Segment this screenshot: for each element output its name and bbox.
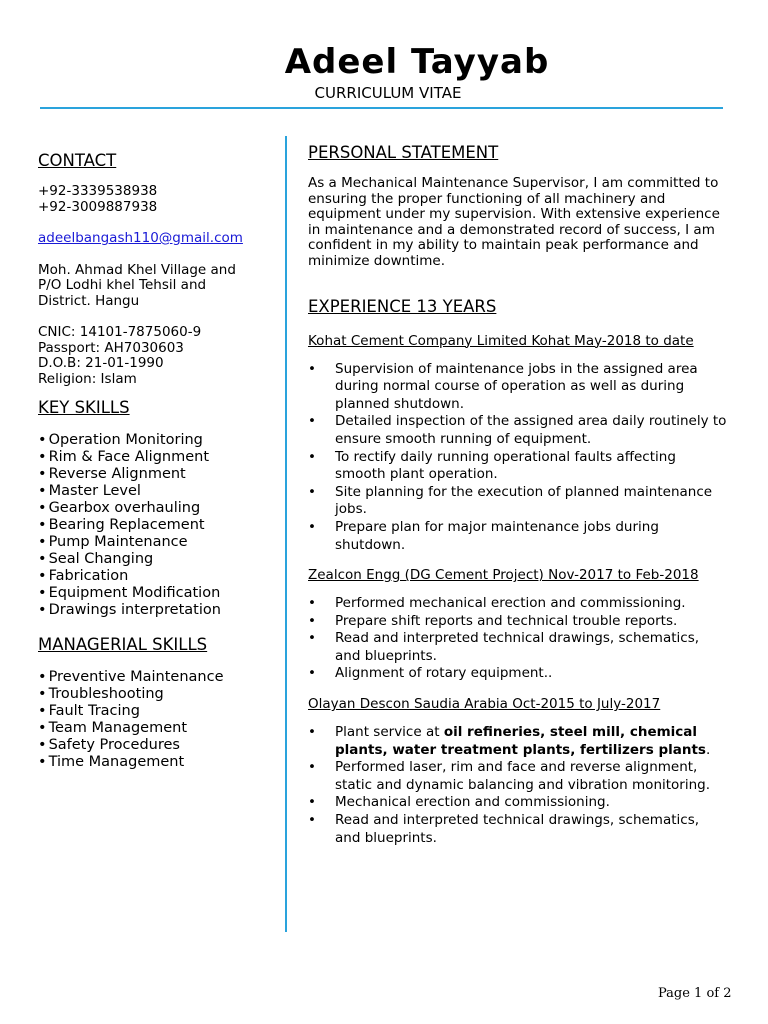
personal-statement-heading: PERSONAL STATEMENT xyxy=(308,143,499,162)
duty-item: • Mechanical erection and commissioning. xyxy=(308,794,728,812)
email-block xyxy=(38,231,278,247)
duty-item: • Performed mechanical erection and commissioning. xyxy=(308,595,728,613)
address-line: District. Hangu xyxy=(38,292,140,309)
duty-item: • Detailed inspection of the assigned area daily routinely to ensure smooth running of equipment. xyxy=(308,413,728,448)
right-column xyxy=(308,142,728,847)
key-skills-list xyxy=(38,432,278,619)
phone-number: +92-3009887938 xyxy=(38,198,158,215)
experience-heading: EXPERIENCE 13 YEARS xyxy=(308,296,497,316)
phone-number: +92-3339538938 xyxy=(38,183,158,199)
address-block xyxy=(38,263,278,310)
skill-item: • Fault Tracing xyxy=(38,703,278,720)
religion: Religion: Islam xyxy=(38,370,137,387)
duty-item: • Site planning for the execution of planned maintenance jobs. xyxy=(308,484,728,519)
skill-item: • Preventive Maintenance xyxy=(38,669,278,686)
skill-item: • Safety Procedures xyxy=(38,737,278,754)
duty-item: • To rectify daily running operational faults affecting smooth plant operation. xyxy=(308,449,728,484)
left-column xyxy=(38,150,278,771)
skill-item: • Team Management xyxy=(38,720,278,737)
managerial-skills-list xyxy=(38,669,278,771)
plant-service-list: oil refineries, steel mill, chemical plants, water treatment plants, fertilizers plants xyxy=(335,724,706,758)
key-skills-heading: KEY SKILLS xyxy=(38,398,130,417)
duty-item: • Prepare shift reports and technical trouble reports. xyxy=(308,613,728,631)
skill-item: • Master Level xyxy=(38,483,278,500)
job-duties-list xyxy=(308,595,728,683)
duty-item: • Alignment of rotary equipment.. xyxy=(308,665,728,683)
duty-item: • Supervision of maintenance jobs in the assigned area during normal course of operation as well as during planned shutdown. xyxy=(308,361,728,414)
plant-service-suffix: . xyxy=(705,741,711,758)
skill-item: • Gearbox overhauling xyxy=(38,500,278,517)
skill-item: • Troubleshooting xyxy=(38,686,278,703)
skill-item: • Rim & Face Alignment xyxy=(38,449,278,466)
personal-statement-text: As a Mechanical Maintenance Supervisor, I am committed to ensuring the proper functioning of all machinery and equipment under my supervision. With extensive experience in maintenance and a demonstrated record of success, I am confident in my ability to maintain peak performance and minimize downtime. xyxy=(308,175,720,269)
document-subtitle: CURRICULUM VITAE xyxy=(314,84,462,102)
duty-item: • Read and interpreted technical drawings, schematics, and blueprints. xyxy=(308,630,728,665)
plant-service-prefix: Plant service at xyxy=(335,724,444,741)
duty-item: • Read and interpreted technical drawings, schematics, and blueprints. xyxy=(308,812,728,847)
candidate-name: Adeel Tayyab xyxy=(284,42,550,82)
page-number: Page 1 of 2 xyxy=(658,986,732,1001)
skill-item: • Operation Monitoring xyxy=(38,432,278,449)
phone-list xyxy=(38,184,278,215)
header-divider xyxy=(40,107,723,109)
date-of-birth: D.O.B: 21-01-1990 xyxy=(38,355,164,371)
job-title: Kohat Cement Company Limited Kohat May-2018 to date xyxy=(308,332,694,349)
job-duties-list xyxy=(308,724,728,847)
job-title: Olayan Descon Saudia Arabia Oct-2015 to July-2017 xyxy=(308,696,661,713)
skill-item: • Seal Changing xyxy=(38,551,278,568)
skill-item: • Bearing Replacement xyxy=(38,517,278,534)
duty-item xyxy=(308,724,728,759)
skill-item: • Equipment Modification xyxy=(38,585,278,602)
skill-item: • Pump Maintenance xyxy=(38,534,278,551)
job-title: Zealcon Engg (DG Cement Project) Nov-2017 to Feb-2018 xyxy=(308,567,699,584)
address-line: P/O Lodhi khel Tehsil and xyxy=(38,277,207,293)
duty-item: • Prepare plan for major maintenance jobs during shutdown. xyxy=(308,519,728,554)
personal-details xyxy=(38,325,278,387)
skill-item: • Drawings interpretation xyxy=(38,602,278,619)
column-divider xyxy=(285,136,287,932)
skill-item: • Fabrication xyxy=(38,568,278,585)
address-line: Moh. Ahmad Khel Village and xyxy=(38,261,236,278)
duty-item: • Performed laser, rim and face and reverse alignment, static and dynamic balancing and vibration monitoring. xyxy=(308,759,728,794)
contact-heading: CONTACT xyxy=(38,151,117,170)
skill-item: • Reverse Alignment xyxy=(38,466,278,483)
cnic: CNIC: 14101-7875060-9 xyxy=(38,324,202,340)
email-link[interactable]: adeelbangash110@gmail.com xyxy=(38,230,243,246)
job-duties-list xyxy=(308,361,728,555)
skill-item: • Time Management xyxy=(38,754,278,771)
passport: Passport: AH7030603 xyxy=(38,339,184,356)
managerial-skills-heading: MANAGERIAL SKILLS xyxy=(38,635,208,654)
